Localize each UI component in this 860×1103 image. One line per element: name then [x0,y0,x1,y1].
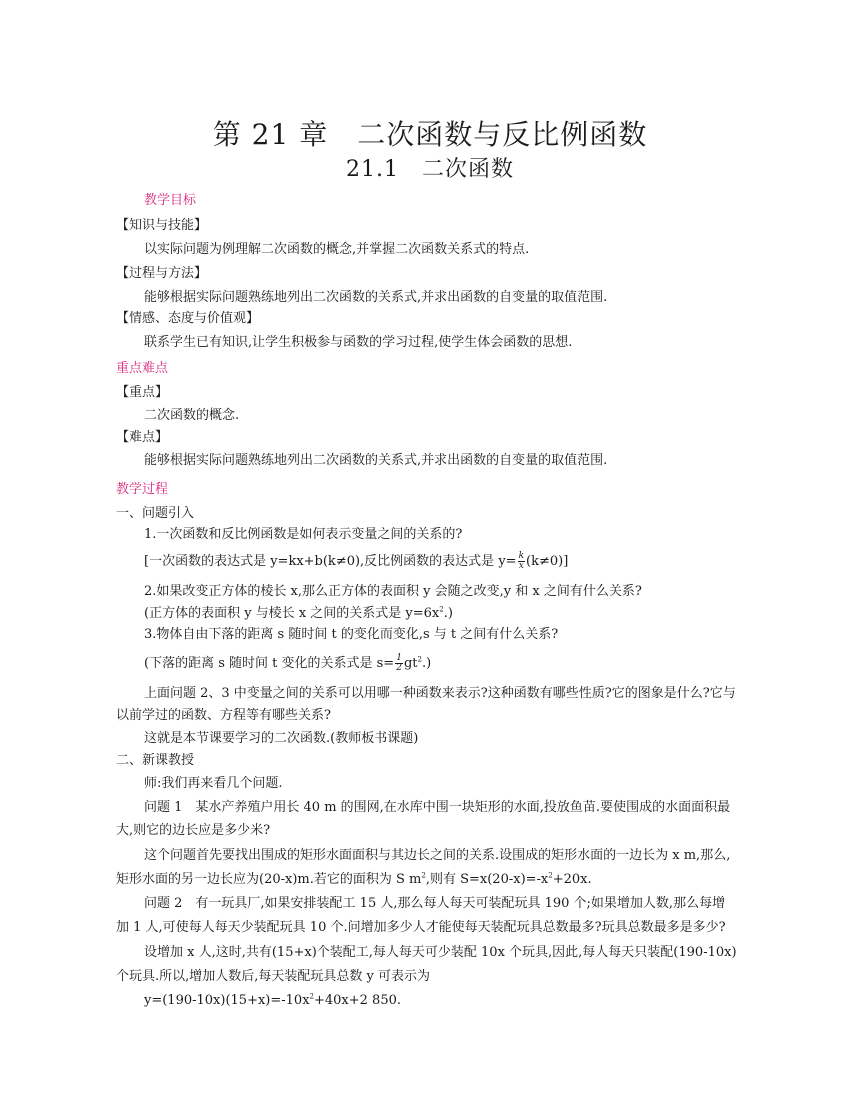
analysis-2-line-1: 设增加 x 人,这时,共有(15+x)个装配工,每人每天可少装配 10x 个玩具,因此,每人每天只装配(190-10x) [144,945,737,960]
keypoints-heading: 重点难点 [116,361,169,376]
problem-1-line-1: 问题 1 某水产养殖户用长 40 m 的围网,在水库中围一块矩形的水面,投放鱼苗.要使围成的水面面积最 [144,800,731,815]
analysis-1-line-2: 矩形水面的另一边长应为(20-x)m.若它的面积为 S $m^2$,则有 $S=x(20-x)=-x^2+20x$. [116,871,592,887]
fraction-one-half: $\frac{1}{2}$ [396,653,402,673]
goal-attitude-text: 联系学生已有知识,让学生积极参与函数的学习过程,使学生体会函数的思想. [144,335,573,350]
goal-process-text: 能够根据实际问题熟练地列出二次函数的关系式,并求出函数的自变量的取值范围. [144,290,608,305]
question-3: 3.物体自由下落的距离 s 随时间 t 的变化而变化,s 与 t 之间有什么关系? [144,627,559,642]
difficulty-text: 能够根据实际问题熟练地列出二次函数的关系式,并求出函数的自变量的取值范围. [144,453,608,468]
section-title: 21.1 二次函数 [346,157,514,182]
answer-3: (下落的距离 s 随时间 t 变化的关系式是 s= $\frac{1}{2}$ $gt^2$.) [144,653,432,673]
problem-1-line-2: 大,则它的边长应是多少米? [116,823,271,838]
chapter-title: 第 21 章 二次函数与反比例函数 [212,118,648,151]
formula-y: $y=(190-10x)(15+x)=-10x^2+40x+2$ 850. [144,992,402,1008]
process-heading: 教学过程 [116,482,169,497]
paragraph-1-line-1: 上面问题 2、3 中变量之间的关系可以用哪一种函数来表示?这种函数有哪些性质?它的图象是什么?它与 [144,686,736,701]
question-1: 1.一次函数和反比例函数是如何表示变量之间的关系的? [144,527,463,542]
answer-2: (正方体的表面积 y 与棱长 x 之间的关系式是 $y=6x^2$.) [144,605,453,621]
problem-2-line-1: 问题 2 有一玩具厂,如果安排装配工 15 人,那么每人每天可装配玩具 190 个;如果增加人数,那么每增 [144,896,726,911]
paragraph-2: 这就是本节课要学习的二次函数.(教师板书课题) [144,731,419,746]
goal-process-label: 【过程与方法】 [116,266,208,281]
paragraph-3: 师:我们再来看几个问题. [144,776,283,791]
section-new-lesson-heading: 二、新课教授 [116,753,195,768]
problem-2-line-2: 加 1 人,可使每人每天少装配玩具 10 个.问增加多少人才能使每天装配玩具总数最多?玩具总数最多是多少? [116,920,726,935]
paragraph-1-line-2: 以前学过的函数、方程等有哪些关系? [116,708,331,723]
analysis-2-line-2: 个玩具.所以,增加人数后,每天装配玩具总数 y 可表示为 [116,969,431,984]
section-intro-heading: 一、问题引入 [116,506,195,521]
question-2: 2.如果改变正方体的棱长 x,那么正方体的表面积 y 会随之改变,y 和 x 之间有什么关系? [144,584,642,599]
keypoint-label: 【重点】 [116,385,169,400]
goal-attitude-label: 【情感、态度与价值观】 [116,311,260,326]
fraction-k-over-x: $\frac{k}{x}$ [518,551,525,571]
answer-1: [一次函数的表达式是 y=kx+b(k≠0),反比例函数的表达式是 y= $\frac{k}{x}$ (k≠0)] [144,551,569,571]
keypoint-text: 二次函数的概念. [144,408,240,423]
goals-heading: 教学目标 [144,193,197,208]
difficulty-label: 【难点】 [116,430,169,445]
analysis-1-line-1: 这个问题首先要找出围成的矩形水面面积与其边长之间的关系.设围成的矩形水面的一边长为 x m,那么, [144,848,731,863]
goal-knowledge-text: 以实际问题为例理解二次函数的概念,并掌握二次函数关系式的特点. [144,242,530,257]
goal-knowledge-label: 【知识与技能】 [116,218,208,233]
